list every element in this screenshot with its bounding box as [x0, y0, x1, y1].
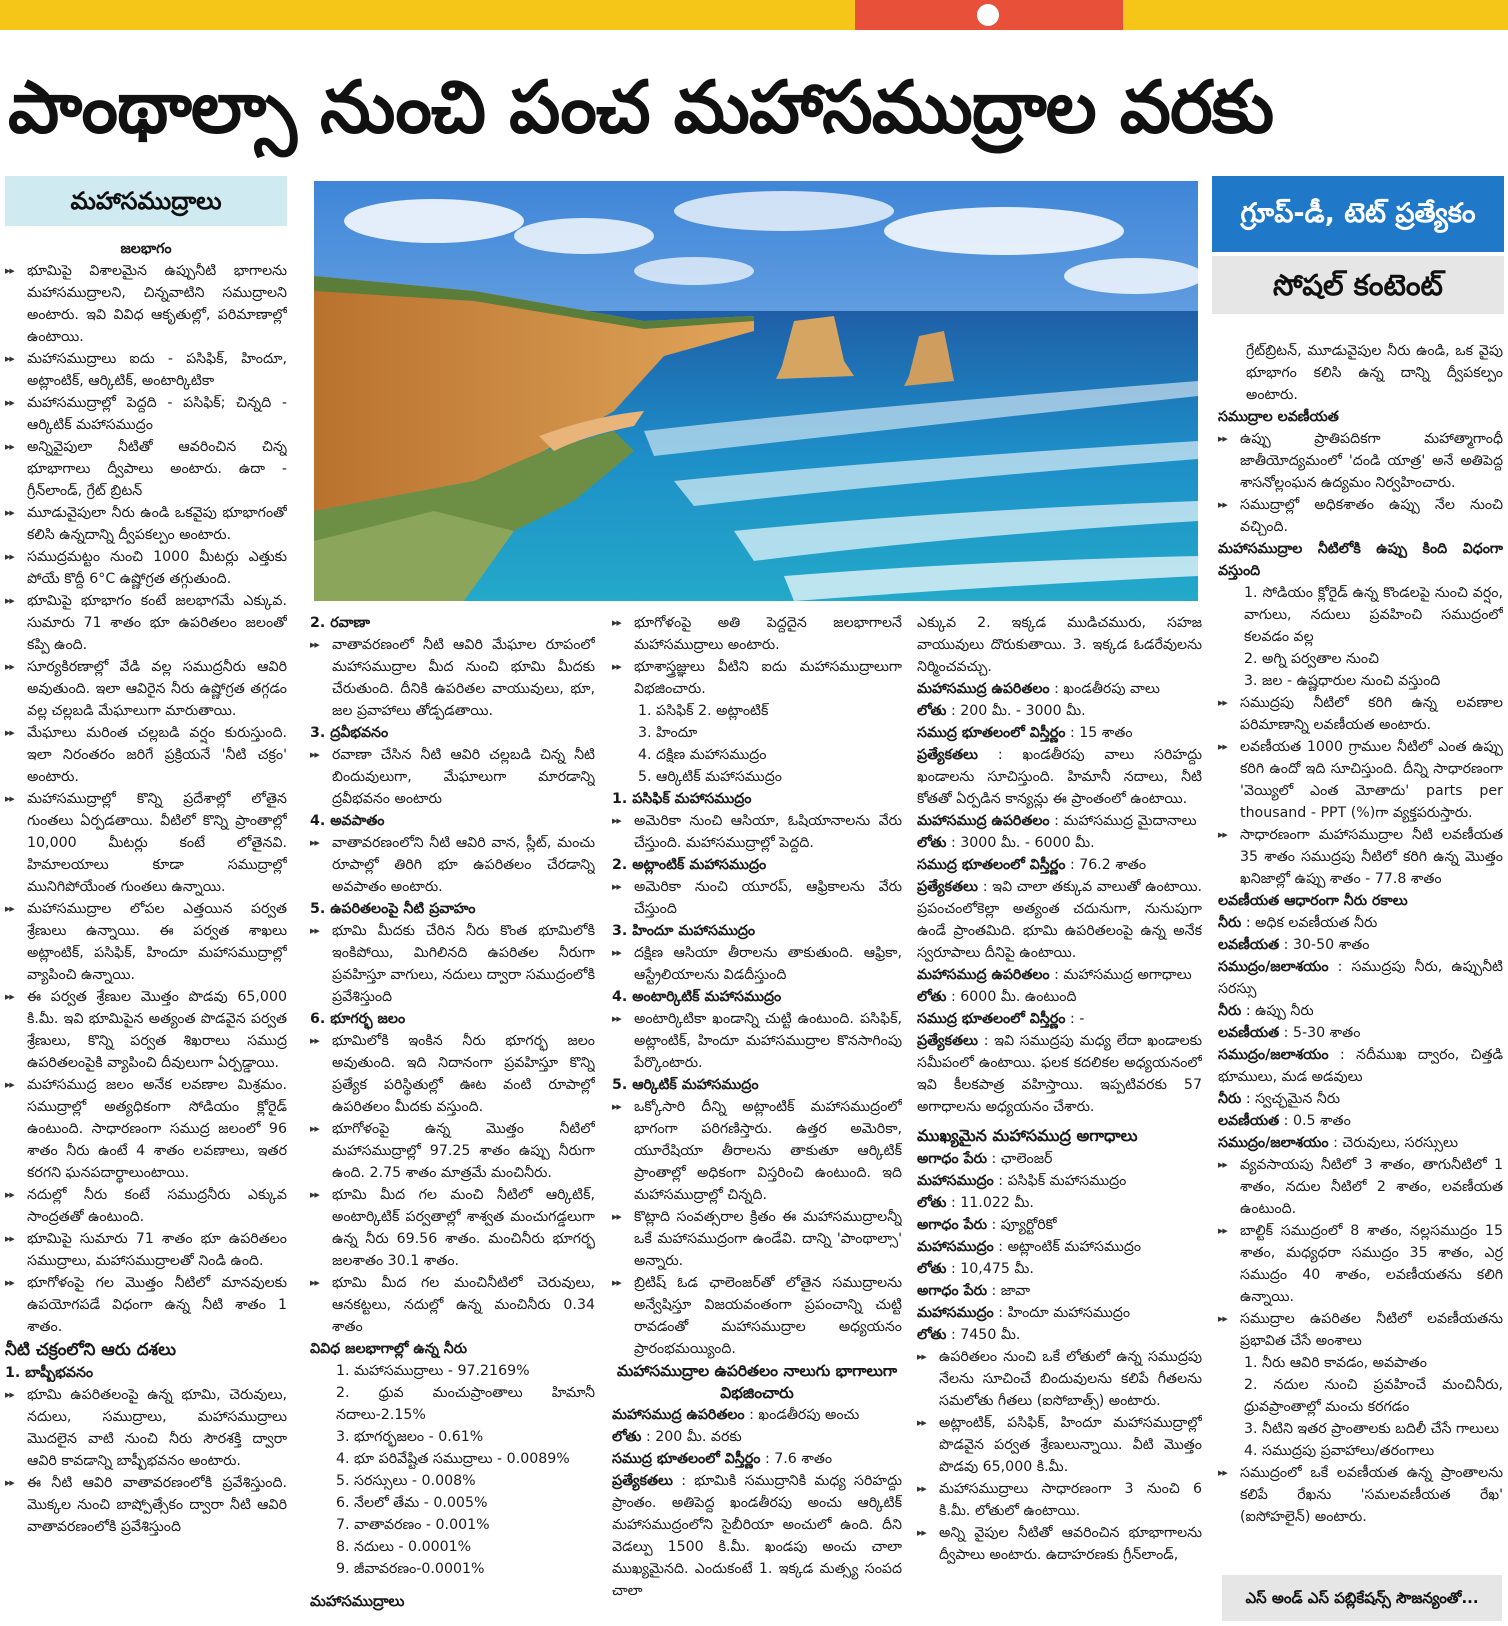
bullet-item: ▶▶ మహాసముద్రాలు ఐదు - పసిఫిక్, హిందూ, అట్లాంటిక్, ఆర్కిటిక్, అంటార్కిటికా [5, 348, 287, 392]
right-subject-title-box [1212, 256, 1504, 314]
key-value-row [612, 1426, 902, 1448]
value-text: : ఉప్పు నీరు [1245, 1003, 1314, 1019]
bullet-item: ▶▶ భూమిపై విశాలమైన ఉప్పునీటి భాగాలను మహాసముద్రాలని, చిన్నవాటిని సముద్రాలని అంటారు. ఇవి వివిధ ఆకృతుల్లో, పరిమాణాల్లో ఉంటాయి. [5, 260, 287, 348]
key-label: మహాసముద్రం [917, 1239, 994, 1255]
key-value-row [917, 964, 1202, 986]
bullet-item: ▶▶ భూమి మీద గల మంచినీటిలో చెరువులు, ఆనకట్టలు, నదుల్లో ఉన్న మంచినీరు 0.34 శాతం [310, 1272, 595, 1338]
key-label: అగాధం పేరు [917, 1283, 987, 1299]
bullet-item: ▶▶ సూర్యకిరణాల్లో వేడి వల్ల సముద్రనీరు ఆవిరి అవుతుంది. ఇలా ఆవిరైన నీరు ఉష్ణోగ్రత తగ్గడం వల్ల చల్లబడి మేఘాలుగా మారుతాయి. [5, 656, 287, 722]
value-text: : 10,475 మీ. [950, 1261, 1034, 1277]
column-3 [612, 612, 902, 1623]
left-section-title-box [5, 176, 287, 226]
credit-box [1222, 1575, 1502, 1621]
key-value-row [917, 1214, 1202, 1236]
water-cycle-title: నీటి చక్రంలోని ఆరు దశలు [5, 1340, 177, 1360]
key-value-row [917, 1302, 1202, 1324]
bullet-item: ▶▶ భూశాస్త్రజ్ఞులు వీటిని ఐదు మహాసముద్రాలుగా విభజించారు. [612, 656, 902, 700]
ocean-floor-division-title: మహాసముద్రాల ఉపరితలం నాలుగు భాగాలుగా విభజించారు [616, 1362, 898, 1402]
bullet-item: ▶▶ సముద్రంలో ఒకే లవణీయత ఉన్న ప్రాంతాలను కలిపే రేఖను 'సమలవణీయత రేఖ' (ఐసోహలైన్) అంటారు. [1218, 1462, 1503, 1528]
key-label: లవణీయత [1218, 1113, 1280, 1129]
bullet-item: ▶▶ అన్ని వైపుల నీటితో ఆవరించిన భూభాగాలను ద్వీపాలు అంటారు. ఉదాహరణకు గ్రీన్‌లాండ్, [917, 1522, 1202, 1566]
value-text: : నదీముఖ ద్వారం, చిత్తడి భూములు, మడ అడవులు [1218, 1047, 1503, 1085]
numbered-item: 3. నీటిని ఇతర ప్రాంతాలకు బదిలీ చేసే గాలులు [1244, 1421, 1500, 1437]
key-value-row [917, 876, 1202, 964]
value-text: : సముద్రపు నీరు, ఉప్పునీటి సరస్సు [1218, 959, 1503, 997]
key-label: సముద్ర భూతలంలో విస్తీర్ణం [917, 725, 1066, 741]
bullet-item: ▶▶ భూమిలోకి ఇంకిన నీరు భూగర్భ జలం అవుతుంది. ఇది నిదానంగా ప్రవహిస్తూ కొన్ని ప్రత్యేక పరిస్థితుల్లో ఊట వంటి రూపాల్లో ఉపరితలం మీదకు వస్తుంది. [310, 1030, 595, 1118]
column-5 [1218, 340, 1503, 1566]
bullet-item: ▶▶ భూమి మీద గల మంచి నీటిలో ఆర్కిటిక్, అంటార్కిటిక్ పర్వతాల్లో శాశ్వత మంచుగడ్డలుగా ఉన్న నీరు 69.56 శాతం. మంచినీరు భూగర్భ జలశాతం 30.1 శాతం. [310, 1184, 595, 1272]
value-text: : 5-30 శాతం [1283, 1025, 1361, 1041]
key-label: లోతు [917, 1261, 947, 1277]
key-value-row [917, 1170, 1202, 1192]
key-value-row [1218, 1022, 1503, 1044]
key-label: సముద్రం/జలాశయం [1218, 959, 1329, 975]
bullet-item: ▶▶ ఈ పర్వత శ్రేణుల మొత్తం పొడవు 65,000 కి.మీ. ఇవి భూమిపైన అత్యంత పొడవైన పర్వత శ్రేణులు, కొన్ని పర్వత శిఖరాలు సముద్ర ఉపరితలంపైకి వ్యాపించి దీవులుగా ఏర్పడ్డాయి. [5, 986, 287, 1074]
bullet-item: ▶▶ మహాసముద్ర జలం అనేక లవణాల మిశ్రమం. సముద్రాల్లో అత్యధికంగా సోడియం క్లోరైడ్ ఉంటుంది. సాధారణంగా సముద్ర జలంలో 96 శాతం నీరు ఉంటే 4 శాతం లవణాలు, ఇతర కరగని ఘనపదార్థాలుంటాయి. [5, 1074, 287, 1184]
key-label: లవణీయత [1218, 937, 1280, 953]
left-section-title: మహాసముద్రాలు [70, 187, 222, 215]
numbered-item: 9. జీవావరణం-0.0001% [336, 1561, 485, 1577]
bullet-item: ▶▶ బాల్టిక్ సముద్రంలో 8 శాతం, నల్లసముద్రం 15 శాతం, మధ్యధరా సముద్రం 35 శాతం, ఎర్ర సముద్రం 40 శాతం, లవణీయతను కలిగి ఉన్నాయి. [1218, 1220, 1503, 1308]
bullet-item: ▶▶ మహాసముద్రాలు సాధారణంగా 3 నుంచి 6 కి.మీ. లోతులో ఉంటాయి. [917, 1478, 1202, 1522]
water-types-title: లవణీయత ఆధారంగా నీరు రకాలు [1218, 893, 1408, 909]
value-text: : 200 మీ. వరకు [645, 1429, 742, 1445]
key-value-row [917, 1280, 1202, 1302]
value-text: : జావా [991, 1283, 1031, 1299]
major-trenches-title: ముఖ్యమైన మహాసముద్ర అగాధాలు [917, 1126, 1138, 1145]
column-1 [5, 238, 287, 1623]
antarctic-title: 4. అంటార్కిటిక్ మహాసముద్రం [612, 989, 782, 1005]
condensation-title: 3. ద్రవీభవనం [310, 725, 389, 741]
key-label: ప్రత్యేకతలు [917, 1033, 978, 1049]
credit-text: ఎస్ అండ్ ఎస్ పబ్లికేషన్స్ సౌజన్యంతో... [1245, 1589, 1479, 1607]
numbered-item: 3. జల - ఉష్ణధారుల నుంచి వస్తుంది [1244, 673, 1441, 689]
key-label: మహాసముద్రం [917, 1173, 994, 1189]
value-text: : ఛాలెంజర్ [991, 1151, 1053, 1167]
key-value-row [917, 832, 1202, 854]
numbered-item: 6. నేలలో తేమ - 0.005% [336, 1495, 488, 1511]
bullet-item: ▶▶ భూమి మీదకు చేరిన నీరు కొంత భూమిలోకి ఇంకిపోయి, మిగిలినది ఉపరితల నీరుగా ప్రవహిస్తూ వాగులు, నదులు ద్వారా సముద్రంలోకి ప్రవేశిస్తుంది [310, 920, 595, 1008]
bullet-item: ▶▶ సాధారణంగా మహాసముద్రాల నీటి లవణీయత 35 శాతం సముద్రపు నీటిలో కరిగి ఉన్న మొత్తం ఖనిజాల్లో ఉప్పు శాతం - 77.8 శాతం [1218, 824, 1503, 890]
key-value-row [917, 700, 1202, 722]
col4-intro: ఎక్కువ 2. ఇక్కడ ముడిచమురు, సహజ వాయువులు దొరుకుతాయి. 3. ఇక్కడ ఓడరేవులను నిర్మించవచ్చు. [917, 615, 1202, 675]
headline: పాంథాల్సా నుంచి పంచ మహాసముద్రాల వరకు [8, 65, 1274, 149]
water-distribution-title: వివిధ జలభాగాల్లో ఉన్న నీరు [310, 1341, 468, 1357]
value-text: : 11.022 మీ. [950, 1195, 1034, 1211]
bullet-item: ▶▶ మహాసముద్రాల్లో పెద్దది - పసిఫిక్; చిన్నది - ఆర్కిటిక్ మహాసముద్రం [5, 392, 287, 436]
key-label: ప్రత్యేకతలు [917, 747, 978, 763]
key-label: లోతు [917, 989, 947, 1005]
key-value-row [917, 678, 1202, 700]
value-text: : 0.5 శాతం [1283, 1113, 1351, 1129]
key-label: మహాసముద్ర ఉపరితలం [917, 967, 1050, 983]
key-label: లవణీయత [1218, 1025, 1280, 1041]
key-value-row [1218, 934, 1503, 956]
numbered-item: 1. సోడియం క్లోరైడ్ ఉన్న కొండలపై నుంచి వర్షం, వాగులు, నదులు ప్రవహించి సముద్రంలో కలవడం వల్ల [1244, 585, 1503, 645]
numbered-item: 5. సరస్సులు - 0.008% [336, 1473, 476, 1489]
bullet-item: ▶▶ నదుల్లో నీరు కంటే సముద్రనీరు ఎక్కువ సాంద్రతతో ఉంటుంది. [5, 1184, 287, 1228]
key-label: ప్రత్యేకతలు [917, 879, 978, 895]
numbered-item: 4. దక్షిణ మహాసముద్రం [638, 747, 767, 763]
key-value-row [1218, 912, 1503, 934]
value-text: : అధిక లవణీయత నీరు [1245, 915, 1378, 931]
masthead-red-block [855, 0, 1123, 30]
oceans-subtitle: మహాసముద్రాలు [310, 1592, 405, 1610]
key-label: నీరు [1218, 1091, 1242, 1107]
bullet-item: ▶▶ వాతావరణంలో నీటి ఆవిరి మేఘాల రూపంలో మహాసముద్రాల మీద నుంచి భూమి మీదకు చేరుతుంది. దీనికి ఉపరితల వాయువులు, భూ, జల ప్రవాహాలు తోడ్పడతాయి. [310, 634, 595, 722]
numbered-item: 1. మహాసముద్రాలు - 97.2169% [336, 1363, 530, 1379]
right-series-title-box [1212, 176, 1504, 252]
key-value-row [1218, 956, 1503, 1000]
key-label: లోతు [917, 835, 947, 851]
numbered-item: 3. హిందూ [638, 725, 698, 741]
key-value-row [612, 1448, 902, 1470]
bullet-item: ▶▶ బ్రిటిష్ ఓడ ఛాలెంజర్‌తో లోతైన సముద్రాలను అన్వేషిస్తూ విజయవంతంగా ప్రపంచాన్ని చుట్టి రావడంతో మహాసముద్రాల అధ్యయనం ప్రారంభమయ్యింది. [612, 1272, 902, 1360]
value-text: : 6000 మీ. ఉంటుంది [950, 989, 1077, 1005]
bullet-item: ▶▶ అమెరికా నుంచి ఆసియా, ఓషియానాలను వేరు చేస్తుంది. మహాసముద్రాల్లో పెద్దది. [612, 810, 902, 854]
value-text: : ఖండతీరపు వాలు [1054, 681, 1160, 697]
evaporation-title: 1. బాష్పీభవనం [5, 1365, 94, 1381]
value-text: : మహాసముద్ర మైదానాలు [1054, 813, 1197, 829]
key-value-row [917, 1324, 1202, 1346]
bullet-item: ▶▶ సముద్రపు నీటిలో కరిగి ఉన్న లవణాల పరిమాణాన్ని లవణీయత అంటారు. [1218, 692, 1503, 736]
bullet-item: ▶▶ మూడువైపులా నీరు ఉండి ఒకవైపు భూభాగంతో కలిసి ఉన్నదాన్ని ద్వీపకల్పం అంటారు. [5, 502, 287, 546]
value-text: : పసిఫిక్ మహాసముద్రం [998, 1173, 1127, 1189]
numbered-item: 2. నదుల నుంచి ప్రవహించే మంచినీరు, ధ్రువప్రాంతాల్లో మంచు కరగడం [1244, 1377, 1503, 1415]
key-value-row [917, 1148, 1202, 1170]
key-label: సముద్ర భూతలంలో విస్తీర్ణం [612, 1451, 761, 1467]
bullet-item: ▶▶ అమెరికా నుంచి యూరప్, ఆఫ్రికాలను వేరు చేస్తుంది [612, 876, 902, 920]
value-text: : ఇవి చాలా తక్కువ వాలుతో ఉంటాయి. ప్రపంచంలోకెల్లా అత్యంత చదునుగా, నునుపుగా ఉండే ప్రాంతమిది. భూమి ఉపరితలంపై ఉన్న అనేక స్వరూపాలు దీనిపై ఉంటాయి. [917, 879, 1202, 961]
atlantic-title: 2. అట్లాంటిక్ మహాసముద్రం [612, 857, 767, 873]
runoff-title: 5. ఉపరితలంపై నీటి ప్రవాహం [310, 901, 476, 917]
key-label: అగాధం పేరు [917, 1151, 987, 1167]
numbered-item: 3. భూగర్భజలం - 0.61% [336, 1429, 484, 1445]
key-label: మహాసముద్రం [917, 1305, 994, 1321]
col5-intro: గ్రేట్‌బ్రిటన్, మూడువైపుల నీరు ఉండి, ఒక వైపు భూభాగం కలిసి ఉన్న దాన్ని ద్వీపకల్పం అంటారు. [1246, 343, 1503, 403]
value-text: : 7450 మీ. [950, 1327, 1021, 1343]
key-value-row [1218, 1132, 1503, 1154]
value-text: : 76.2 శాతం [1069, 857, 1147, 873]
value-text: : 7.6 శాతం [764, 1451, 833, 1467]
key-value-row [1218, 1044, 1503, 1088]
numbered-item: 2. ధ్రువ మంచుప్రాంతాలు హిమానీ నదాలు-2.15% [336, 1385, 595, 1423]
bullet-item: ▶▶ ఈ నీటి ఆవిరి వాతావరణంలోకి ప్రవేశిస్తుంది. మొక్కల నుంచి బాష్పోత్సేకం ద్వారా నీటి ఆవిరి వాతావరణంలోకి ప్రవేశిస్తుంది [5, 1472, 287, 1538]
key-value-row [917, 722, 1202, 744]
precipitation-title: 4. అవపాతం [310, 813, 385, 829]
key-value-row [917, 986, 1202, 1008]
value-text: : మహాసముద్ర అగాధాలు [1054, 967, 1192, 983]
bullet-item: ▶▶ భూమి ఉపరితలంపై ఉన్న భూమి, చెరువులు, నదులు, సముద్రాలు, మహాసముద్రాలు మొదలైన వాటి నుంచి నీరు సౌరశక్తి ద్వారా ఆవిరి కావడాన్ని బాష్పీభవనం అంటారు. [5, 1384, 287, 1472]
bullet-item: ▶▶ భూమిపై సుమారు 71 శాతం భూ ఉపరితలం సముద్రాలు, మహాసముద్రాలతో నిండి ఉంది. [5, 1228, 287, 1272]
key-label: ప్రత్యేకతలు [612, 1473, 673, 1489]
value-text: : భూమికి సముద్రానికి మధ్య సరిహద్దు ప్రాంతం. అతిపెద్ద ఖండతీరపు అంచు ఆర్కిటిక్ మహాసముద్రంలోని సైబీరియా అంచులో ఉంది. దీని వెడల్పు 1500 కి.మీ. ఖండపు అంచు చాలా ముఖ్యమైనది. ఎందుకంటే 1. ఇక్కడ మత్స్య సంపద చాలా [612, 1473, 902, 1599]
value-text: : ప్యూర్టోరికో [991, 1217, 1057, 1233]
bullet-item: ▶▶ సముద్రాల్లో అధికశాతం ఉప్పు నేల నుంచి వచ్చింది. [1218, 494, 1503, 538]
numbered-item: 5. ఆర్కిటిక్ మహాసముద్రం [638, 769, 782, 785]
value-text: : 200 మీ. - 3000 మీ. [950, 703, 1086, 719]
key-label: మహాసముద్ర ఉపరితలం [612, 1407, 745, 1423]
numbered-item: 1. పసిఫిక్ 2. అట్లాంటిక్ [638, 703, 769, 719]
numbered-item: 4. సముద్రపు ప్రవాహాలు/తరంగాలు [1244, 1443, 1435, 1459]
key-value-row [917, 1236, 1202, 1258]
column-4 [917, 612, 1202, 1623]
value-text: : స్వచ్ఛమైన నీరు [1245, 1091, 1341, 1107]
bullet-item: ▶▶ దక్షిణ ఆసియా తీరాలను తాకుతుంది. ఆఫ్రికా, ఆస్ట్రేలియాలను విడదీస్తుంది [612, 942, 902, 986]
key-label: సముద్రం/జలాశయం [1218, 1047, 1329, 1063]
numbered-item: 8. నదులు - 0.0001% [336, 1539, 472, 1555]
bullet-item: ▶▶ రవాణా చేసిన నీటి ఆవిరి చల్లబడి చిన్న నీటి బిందువులుగా, మేఘాలుగా మారడాన్ని ద్రవీభవనం అంటారు [310, 744, 595, 810]
bullet-item: ▶▶ ఉపరితలం నుంచి ఒకే లోతులో ఉన్న సముద్రపు నేలను సూచించే బిందువులను కలిపే గీతలను సమలోతు గీతలు (ఐసోబాత్స్) అంటారు. [917, 1346, 1202, 1412]
key-value-row [917, 1030, 1202, 1118]
masthead-logo-icon [977, 4, 999, 26]
key-label: లోతు [917, 1327, 947, 1343]
value-text: : ఖండతీరపు అంచు [749, 1407, 860, 1423]
indian-title: 3. హిందూ మహాసముద్రం [612, 923, 756, 939]
key-label: నీరు [1218, 915, 1242, 931]
key-label: సముద్రం/జలాశయం [1218, 1135, 1329, 1151]
value-text: : 30-50 శాతం [1283, 937, 1370, 953]
bullet-item: ▶▶ లవణీయత 1000 గ్రాముల నీటిలో ఎంత ఉప్పు కరిగి ఉందో ఇది సూచిస్తుంది. దీన్ని సాధారణంగా 'వెయ్యిలో ఎంత మోతాదు' parts per thousand - PPT (%)గా వ్యక్తపరుస్తారు. [1218, 736, 1503, 824]
value-text: : ఖండతీరపు వాలు సరిహద్దు ఖండాలను సూచిస్తుంది. హిమానీ నదాలు, నీటి కోతతో ఏర్పడిన కాన్యన్లు ఈ ప్రాంతంలో ఉంటాయి. [917, 747, 1202, 807]
key-value-row [917, 1008, 1202, 1030]
key-label: లోతు [917, 1195, 947, 1211]
key-value-row [1218, 1000, 1503, 1022]
groundwater-title: 6. భూగర్భ జలం [310, 1011, 406, 1027]
key-label: మహాసముద్ర ఉపరితలం [917, 681, 1050, 697]
value-text: : ఇవి సముద్రపు మధ్య లేదా ఖండాలకు సమీపంలో ఉంటాయి. ఫలక కదలికల అధ్యయనంలో ఇవి కీలకపాత్ర వహిస్తాయి. ఇప్పటివరకు 57 అగాధాలను అధ్యయనం చేశారు. [917, 1033, 1202, 1115]
key-value-row [612, 1404, 902, 1426]
bullet-item: ▶▶ భూగోళంపై గల మొత్తం నీటిలో మానవులకు ఉపయోగపడే విధంగా ఉన్న నీటి శాతం 1 శాతం. [5, 1272, 287, 1338]
key-label: లోతు [917, 703, 947, 719]
numbered-item: 2. అగ్ని పర్వతాల నుంచి [1244, 651, 1379, 667]
bullet-item: ▶▶ అంటార్కిటికా ఖండాన్ని చుట్టి ఉంటుంది. పసిఫిక్, అట్లాంటిక్, హిందూ మహాసముద్రాల కొనసాగింపు పేర్కొంటారు. [612, 1008, 902, 1074]
bullet-item: ▶▶ సముద్రాల ఉపరితల నీటిలో లవణీయతను ప్రభావిత చేసే అంశాలు [1218, 1308, 1503, 1352]
transport-title: 2. రవాణా [310, 615, 371, 631]
bullet-item: ▶▶ సముద్రమట్టం నుంచి 1000 మీటర్లు ఎత్తుకు పోయే కొద్దీ 6°C ఉష్ణోగ్రత తగ్గుతుంది. [5, 546, 287, 590]
bullet-item: ▶▶ వ్యవసాయపు నీటిలో 3 శాతం, తాగునీటిలో 1 శాతం, నదుల నీటిలో 2 శాతం, లవణీయత ఉంటుంది. [1218, 1154, 1503, 1220]
key-label: సముద్ర భూతలంలో విస్తీర్ణం [917, 1011, 1066, 1027]
key-value-row [612, 1470, 902, 1602]
key-value-row [917, 744, 1202, 810]
salt-sources-title: మహాసముద్రాల నీటిలోకి ఉప్పు కింది విధంగా వస్తుంది [1218, 541, 1503, 579]
arctic-title: 5. ఆర్కిటిక్ మహాసముద్రం [612, 1077, 759, 1093]
col1-heading: జలభాగం [120, 241, 172, 257]
bullet-item: ▶▶ అన్నివైపులా నీటితో ఆవరించిన చిన్న భూభాగాలు ద్వీపాలు అంటారు. ఉదా - గ్రీన్‌లాండ్, గ్రేట్ బ్రిటన్ [5, 436, 287, 502]
key-value-row [1218, 1088, 1503, 1110]
bullet-item: ▶▶ భూగోళంపై ఉన్న మొత్తం నీటిలో మహాసముద్రాల్లో 97.25 శాతం ఉప్పు నీరుగా ఉంది. 2.75 శాతం మాత్రమే మంచినీరు. [310, 1118, 595, 1184]
bullet-item: ▶▶ అట్లాంటిక్, పసిఫిక్, హిందూ మహాసముద్రాల్లో పొడవైన పర్వత శ్రేణులున్నాయి. వీటి మొత్తం పొడవు 65,000 కి.మీ. [917, 1412, 1202, 1478]
right-series-title: గ్రూప్-డీ, టెట్ ప్రత్యేకం [1240, 198, 1476, 229]
value-text: : అట్లాంటిక్ మహాసముద్రం [998, 1239, 1142, 1255]
column-2 [310, 612, 595, 1623]
value-text: : హిందూ మహాసముద్రం [998, 1305, 1131, 1321]
value-text: : 3000 మీ. - 6000 మీ. [950, 835, 1095, 851]
key-value-row [917, 854, 1202, 876]
key-label: అగాధం పేరు [917, 1217, 987, 1233]
numbered-item: 7. వాతావరణం - 0.001% [336, 1517, 490, 1533]
key-label: మహాసముద్ర ఉపరితలం [917, 813, 1050, 829]
key-value-row [917, 1192, 1202, 1214]
bullet-item: ▶▶ ఉప్పు ప్రాతిపదికగా మహాత్మాగాంధీ జాతీయోద్యమంలో 'దండి యాత్ర' అనే అతిపెద్ద శాసనోల్లంఘన ఉద్యమం నిర్వహించారు. [1218, 428, 1503, 494]
bullet-item: ▶▶ మహాసముద్రాల లోపల ఎత్తయిన పర్వత శ్రేణులు ఉన్నాయి. ఈ పర్వత శాఖలు అట్లాంటిక్, పసిఫిక్, హిందూ మహాసముద్రాల్లో వ్యాపించి ఉన్నాయి. [5, 898, 287, 986]
bullet-item: ▶▶ భూగోళంపై అతి పెద్దదైన జలభాగాలనే మహాసముద్రాలు అంటారు. [612, 612, 902, 656]
value-text: : 15 శాతం [1069, 725, 1133, 741]
key-label: సముద్ర భూతలంలో విస్తీర్ణం [917, 857, 1066, 873]
key-label: లోతు [612, 1429, 642, 1445]
pacific-title: 1. పసిఫిక్ మహాసముద్రం [612, 791, 752, 807]
bullet-item: ▶▶ మహాసముద్రాల్లో కొన్ని ప్రదేశాల్లో లోతైన గుంతలు ఏర్పడతాయి. వీటిలో కొన్ని ప్రాంతాల్లో 10,000 మీటర్లు కంటే లోతైనవి. హిమాలయాలు కూడా సముద్రాల్లో మునిగిపోయేంత గుంతలు ఉన్నాయి. [5, 788, 287, 898]
bullet-item: ▶▶ ఒక్కోసారి దీన్ని అట్లాంటిక్ మహాసముద్రంలో భాగంగా పరిగణిస్తారు. ఉత్తర అమెరికా, యూరేషియా తీరాలను తాకుతూ ఆర్కిటిక్ ప్రాంతాల్లో అధికంగా విస్తరించి ఉంటుంది. ఇది మహాసముద్రాల్లో చిన్నది. [612, 1096, 902, 1206]
bullet-item: ▶▶ వాతావరణంలోని నీటి ఆవిరి వాన, స్లీట్, మంచు రూపాల్లో తిరిగి భూ ఉపరితలం చేరడాన్ని అవపాతం అంటారు. [310, 832, 595, 898]
coastal-cliffs-sea-stacks-photo [314, 181, 1198, 601]
numbered-item: 1. నీరు ఆవిరి కావడం, అవపాతం [1244, 1355, 1427, 1371]
key-value-row [1218, 1110, 1503, 1132]
value-text: : చెరువులు, సరస్సులు [1333, 1135, 1459, 1151]
key-value-row [917, 1258, 1202, 1280]
salinity-title: సముద్రాల లవణీయత [1218, 409, 1339, 425]
value-text: : - [1069, 1011, 1085, 1027]
key-value-row [917, 810, 1202, 832]
right-subject-title: సోషల్ కంటెంట్ [1273, 268, 1443, 302]
numbered-item: 4. భూ పరివేష్టిత సముద్రాలు - 0.0089% [336, 1451, 570, 1467]
bullet-item: ▶▶ కొట్లాది సంవత్సరాల క్రితం ఈ మహాసముద్రాలన్నీ ఒకే మహాసముద్రంగా ఉండేవి. దాన్ని 'పాంథాల్సా' అన్నారు. [612, 1206, 902, 1272]
bullet-item: ▶▶ భూమిపై భూభాగం కంటే జలభాగమే ఎక్కువ. సుమారు 71 శాతం భూ ఉపరితలం జలంతో కప్పి ఉంది. [5, 590, 287, 656]
key-label: నీరు [1218, 1003, 1242, 1019]
top-color-band [0, 0, 1508, 30]
bullet-item: ▶▶ మేఘాలు మరింత చల్లబడి వర్షం కురుస్తుంది. ఇలా నిరంతరం జరిగే ప్రక్రియనే 'నీటి చక్రం' అంటారు. [5, 722, 287, 788]
